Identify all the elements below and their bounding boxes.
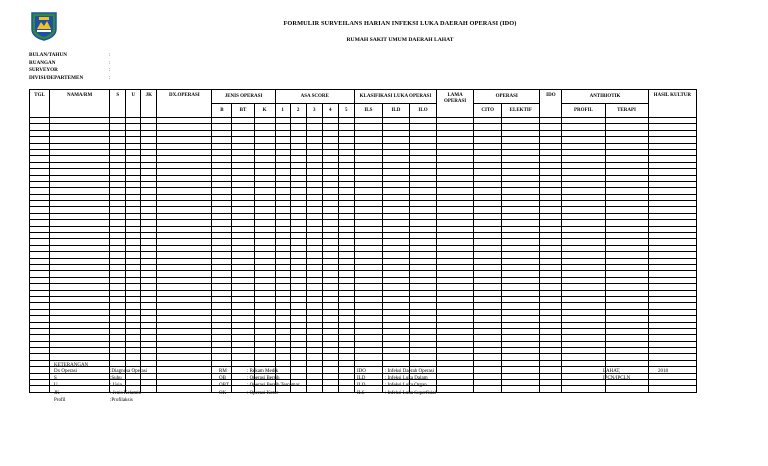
info-row-room — [29, 59, 111, 68]
table-body — [30, 118, 697, 393]
col-header-date: TGL — [30, 90, 50, 118]
sub-header-asa-5: 5 — [338, 104, 354, 118]
legend-value: : Operasi Bersih Tercemar — [247, 383, 300, 389]
legend-item — [357, 390, 477, 397]
legend-key: JK — [54, 390, 60, 396]
col-header-asa-score: ASA SCORE — [275, 90, 354, 104]
info-label: RUANGAN — [29, 59, 56, 66]
legend-key: IDO — [357, 369, 366, 374]
legend-key: Profil — [54, 397, 66, 403]
legend-item — [219, 368, 339, 375]
legend-item — [219, 390, 339, 397]
table-cell[interactable] — [648, 386, 696, 392]
legend-key: S — [54, 376, 57, 382]
sub-header-bt: BT — [232, 104, 254, 118]
legend-column-1 — [54, 368, 164, 404]
legend-value: : Infeksi Luka Organ — [385, 383, 427, 389]
col-header-antibiotic: ANTIBIOTIK — [562, 90, 648, 104]
col-header-diagnosis: DX.OPERASI — [157, 90, 212, 118]
table-cell[interactable] — [474, 386, 502, 392]
info-row-division — [29, 74, 111, 83]
legend-key: ILD — [357, 376, 366, 382]
info-row-surveyor — [29, 67, 111, 75]
legend-item — [54, 397, 164, 404]
info-label: SURVEYOR — [29, 67, 58, 74]
col-header-ido: IDO — [540, 90, 562, 118]
sub-header-ils: ILS — [354, 104, 382, 118]
signature-place: LAHAT, — [603, 369, 621, 374]
legend-item — [357, 382, 477, 389]
col-header-name-rm: NAMA/RM — [50, 90, 110, 118]
sub-header-asa-2: 2 — [290, 104, 306, 118]
legend-key: U — [54, 383, 58, 389]
form-title: FORMULIR SURVEILANS HARIAN INFEKSI LUKA DAERAH OPERASI (IDO) — [283, 20, 517, 27]
table-cell[interactable] — [30, 386, 50, 392]
sub-header-k: K — [254, 104, 275, 118]
legend-item — [54, 375, 164, 382]
legend-value: : Infeksi Daerah Operasi — [385, 369, 435, 374]
sub-header-asa-3: 3 — [306, 104, 322, 118]
legend-value: : Usia — [110, 383, 122, 389]
info-colon: : — [109, 52, 111, 58]
legend-value: :Suhu — [110, 376, 122, 382]
legend-item — [357, 375, 477, 382]
col-header-temperature: S — [110, 90, 126, 118]
form-info-block — [29, 52, 111, 82]
info-colon: : — [109, 59, 111, 66]
legend-item — [219, 375, 339, 382]
col-header-operation: OPERASI — [474, 90, 540, 104]
lahat-regency-logo-icon — [30, 11, 58, 41]
legend-value: :Profilaksis — [110, 397, 133, 403]
sub-header-ild: ILD — [382, 104, 409, 118]
sub-header-elective: ELEKTIF — [502, 104, 540, 118]
table-cell[interactable] — [605, 386, 648, 392]
table-cell[interactable] — [157, 386, 212, 392]
legend-value: : Infeksi Luka Superfisial — [385, 390, 436, 396]
legend-column-2 — [219, 368, 339, 397]
legend-key: ILO — [357, 383, 366, 389]
sub-header-b: B — [212, 104, 232, 118]
col-header-culture: HASIL KULTUR — [648, 90, 696, 118]
legend-key: OBT — [219, 383, 229, 389]
col-header-age: U — [126, 90, 141, 118]
signature-block — [603, 368, 703, 382]
col-header-operation-type: JENIS OPERASI — [212, 90, 275, 104]
info-row-month-year — [29, 52, 111, 60]
hospital-name: RUMAH SAKIT UMUM DAERAH LAHAT — [346, 37, 454, 43]
legend-item — [54, 382, 164, 389]
table-cell[interactable] — [562, 386, 605, 392]
signature-role-line — [603, 375, 703, 382]
col-header-duration: LAMA OPERASI — [437, 90, 474, 118]
sub-header-asa-4: 4 — [322, 104, 338, 118]
surveillance-table — [29, 89, 697, 393]
legend-heading: KETERANGAN — [54, 363, 89, 368]
table-cell[interactable] — [502, 386, 540, 392]
sub-header-therapy: TERAPI — [605, 104, 648, 118]
legend-key: OK — [219, 390, 227, 396]
legend-key: Dx Operasi — [54, 369, 77, 374]
info-colon: : — [109, 67, 111, 74]
legend-value: : Operasi Bersih — [247, 376, 280, 382]
signature-year: 2018 — [658, 369, 668, 374]
legend-key: OB — [219, 376, 226, 382]
info-label: DIVISI/DEPARTEMEN — [29, 74, 84, 81]
legend-value: :Diagnosa Operasi — [110, 369, 148, 374]
legend-column-3 — [357, 368, 477, 397]
legend-item — [54, 390, 164, 397]
col-header-wound-class: KLASIFIKASI LUKA OPERASI — [354, 90, 436, 104]
sub-header-ilo: ILO — [409, 104, 436, 118]
sub-header-cito: CITO — [474, 104, 502, 118]
legend-value: : Jenis Kelamin — [110, 390, 142, 396]
legend-item — [54, 368, 164, 375]
legend-item — [219, 382, 339, 389]
sub-header-asa-1: 1 — [275, 104, 290, 118]
signature-place-line — [603, 368, 703, 375]
legend-key: RM — [219, 369, 227, 374]
legend-value: : Rekam Medik — [247, 369, 279, 374]
signature-role: IPCN/IPCLN — [603, 376, 631, 382]
col-header-gender: JK — [141, 90, 157, 118]
table-cell[interactable] — [540, 386, 562, 392]
info-colon: : — [109, 74, 111, 81]
sub-header-profile: PROFIL — [562, 104, 605, 118]
legend-value: : Operasi Kotor — [247, 390, 279, 396]
legend-key: ILS — [357, 390, 365, 396]
table-cell[interactable] — [338, 386, 354, 392]
info-label: BULAN/TAHUN — [29, 52, 67, 58]
legend-value: : Infeksi Luka Dalam — [385, 376, 428, 382]
legend-item — [357, 368, 477, 375]
